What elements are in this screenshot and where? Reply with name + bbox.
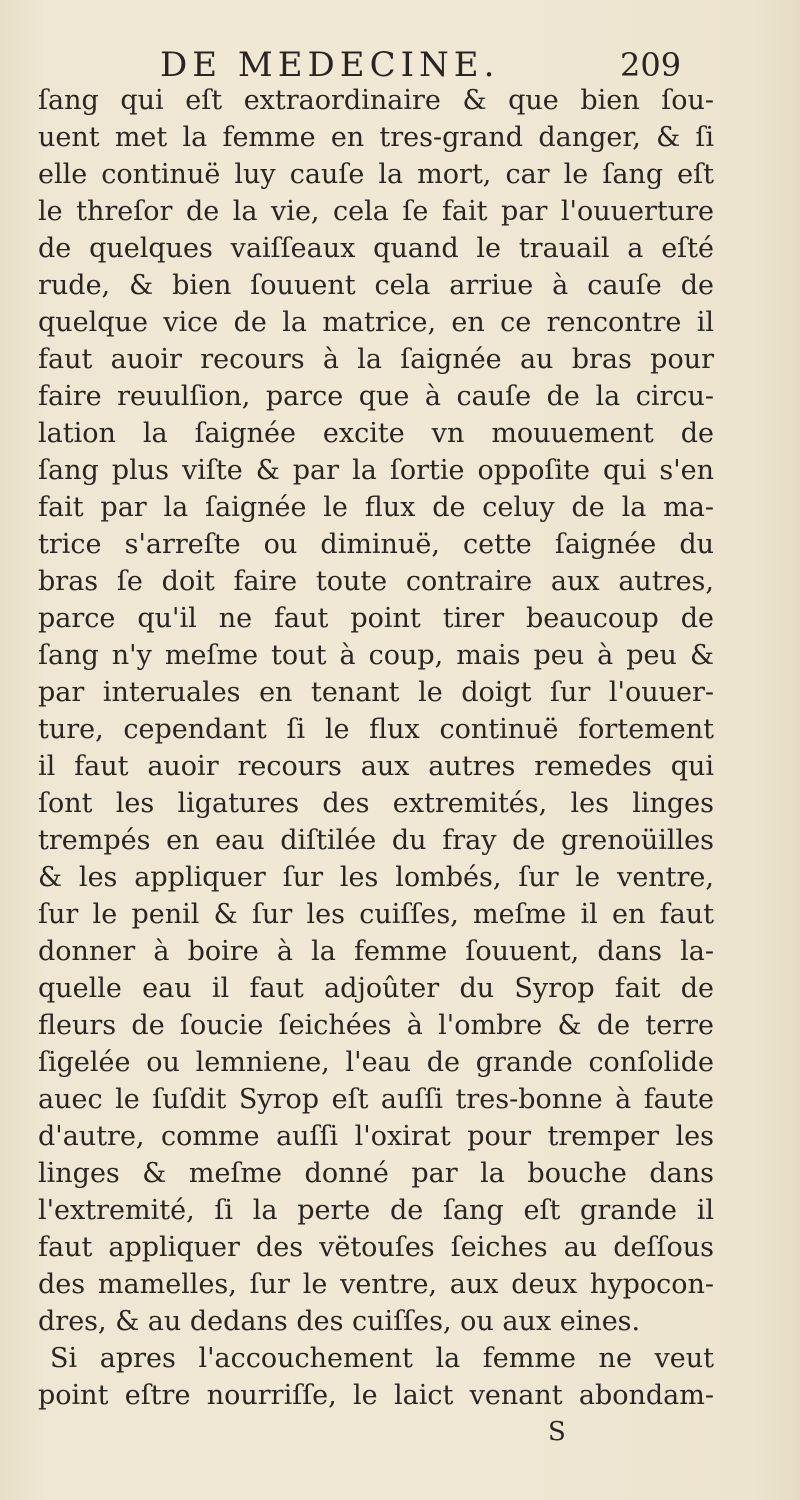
text-line: le threſor de la vie, cela ſe fait par l'ouuerture	[38, 196, 714, 227]
text-line: parce qu'il ne faut point tirer beaucoup de	[38, 603, 714, 634]
text-line: lation la ſaignée excite vn mouuement de	[38, 418, 714, 449]
text-line: trempés en eau diſtilée du fray de grenoüilles	[38, 825, 714, 856]
text-line: faut auoir recours à la ſaignée au bras pour	[38, 344, 714, 375]
paragraph-start-line: Si apres l'accouchement la femme ne veut	[50, 1343, 714, 1374]
text-line: des mamelles, ſur le ventre, aux deux hypocon-	[38, 1269, 714, 1300]
page-number: 209	[620, 46, 682, 84]
text-line: fait par la ſaignée le flux de celuy de la ma-	[38, 492, 714, 523]
text-line: faut appliquer des vëtouſes ſeiches au deſſous	[38, 1232, 714, 1263]
text-line: ſont les ligatures des extremités, les linges	[38, 788, 714, 819]
text-line: trice s'arreſte ou diminuë, cette ſaignée du	[38, 529, 714, 560]
text-line: quelque vice de la matrice, en ce rencontre il	[38, 307, 714, 338]
running-title: DE MEDECINE.	[160, 45, 500, 85]
text-line: ſigelée ou lemniene, l'eau de grande conſolide	[38, 1047, 714, 1078]
text-line: ſur le penil & ſur les cuiſſes, meſme il en faut	[38, 899, 714, 930]
text-line: ture, cependant ſi le flux continuë fortement	[38, 714, 714, 745]
text-line: ſang n'y meſme tout à coup, mais peu à peu &	[38, 640, 714, 671]
text-line: fleurs de ſoucie ſeichées à l'ombre & de terre	[38, 1010, 714, 1041]
text-line: d'autre, comme auſſi l'oxirat pour tremper les	[38, 1121, 714, 1152]
text-line: l'extremité, ſi la perte de ſang eſt grande il	[38, 1195, 714, 1226]
text-line: linges & meſme donné par la bouche dans	[38, 1158, 714, 1189]
signature-mark: S	[548, 1417, 566, 1447]
text-line: il faut auoir recours aux autres remedes qui	[38, 751, 714, 782]
text-line: uent met la femme en tres-grand danger, & ſi	[38, 122, 714, 153]
text-line: quelle eau il faut adjoûter du Syrop fait de	[38, 973, 714, 1004]
text-line: de quelques vaiſſeaux quand le trauail a eſté	[38, 233, 714, 264]
paragraph-end-line: dres, & au dedans des cuiſſes, ou aux eines.	[38, 1306, 641, 1337]
text-line: ſang plus viſte & par la ſortie oppoſite qui s'en	[38, 455, 714, 486]
text-line: elle continuë luy cauſe la mort, car le ſang eſt	[38, 159, 714, 190]
text-line: faire reuulſion, parce que à cauſe de la circu-	[38, 381, 714, 412]
text-line: auec le ſuſdit Syrop eſt auſſi tres-bonne à faute	[38, 1084, 714, 1115]
text-line: point eſtre nourriſſe, le laict venant abondam-	[38, 1380, 714, 1411]
text-line: par interuales en tenant le doigt ſur l'ouuer-	[38, 677, 714, 708]
body-text	[38, 82, 714, 1414]
text-line: bras ſe doit faire toute contraire aux autres,	[38, 566, 714, 597]
text-line: & les appliquer ſur les lombés, ſur le ventre,	[38, 862, 714, 893]
text-line: ſang qui eſt extraordinaire & que bien ſou-	[38, 85, 714, 116]
text-line: donner à boire à la femme ſouuent, dans la-	[38, 936, 714, 967]
text-line: rude, & bien ſouuent cela arriue à cauſe de	[38, 270, 714, 301]
